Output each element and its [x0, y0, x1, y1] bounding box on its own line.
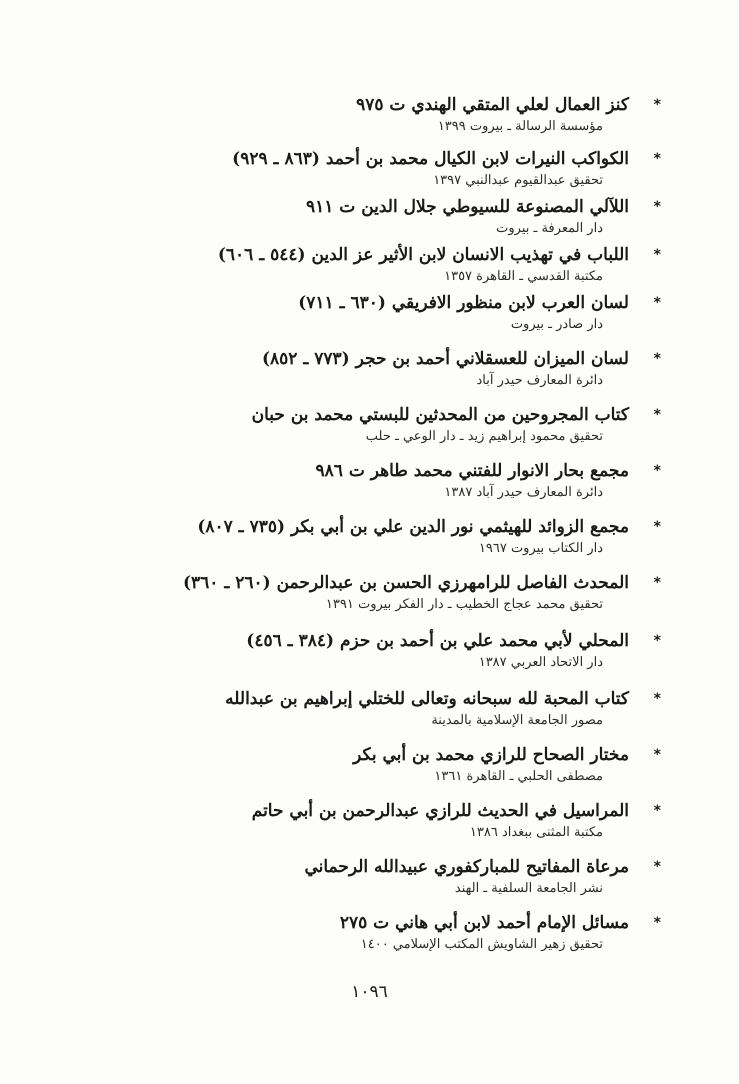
entry-title: المحدث الفاصل للرامهرزي الحسن بن عبدالرحمن (٢٦٠ ـ ٣٦٠) — [182, 573, 629, 593]
bullet-icon: * — [653, 747, 661, 763]
bullet-icon: * — [653, 803, 661, 819]
bibliography-entry — [69, 742, 661, 798]
bibliography-entry — [69, 194, 661, 242]
bullet-icon: * — [653, 575, 661, 591]
entry-publisher: تحقيق عبدالقيوم عبدالنبي ١٣٩٧ — [433, 173, 603, 188]
entry-title: مختار الصحاح للرازي محمد بن أبي بكر — [353, 745, 629, 765]
entry-title: مجمع الزوائد للهيثمي نور الدين علي بن أبي بكر (٧٣٥ ـ ٨٠٧) — [197, 517, 629, 537]
bibliography-entry — [69, 346, 661, 402]
bullet-icon: * — [653, 247, 661, 263]
entry-publisher: مؤسسة الرسالة ـ بيروت ١٣٩٩ — [437, 119, 603, 134]
entry-publisher: تحقيق زهير الشاويش المكتب الإسلامي ١٤٠٠ — [360, 937, 603, 952]
entry-title: كتاب المحبة لله سبحانه وتعالى للختلي إبراهيم بن عبدالله — [225, 689, 629, 709]
bibliography-entry — [69, 290, 661, 346]
bibliography-entry — [69, 514, 661, 570]
bullet-icon: * — [653, 691, 661, 707]
bullet-icon: * — [653, 915, 661, 931]
entry-publisher: مكتبة المثنى ببغداد ١٣٨٦ — [469, 825, 603, 840]
entry-title: المراسيل في الحديث للرازي عبدالرحمن بن أبي حاتم — [251, 801, 629, 821]
entry-publisher: تحقيق محمد عجاج الخطيب ـ دار الفكر بيروت ١٣٩١ — [325, 597, 603, 612]
bibliography-entry — [69, 854, 661, 910]
entry-title: كنز العمال لعلي المتقي الهندي ت ٩٧٥ — [356, 95, 629, 115]
bibliography-entry — [69, 686, 661, 742]
entry-publisher: مكتبة القدسي ـ القاهرة ١٣٥٧ — [444, 269, 603, 284]
bullet-icon: * — [653, 519, 661, 535]
entry-title: اللباب في تهذيب الانسان لابن الأثير عز الدين (٥٤٤ ـ ٦٠٦) — [217, 245, 629, 265]
bullet-icon: * — [653, 295, 661, 311]
entry-title: لسان الميزان للعسقلاني أحمد بن حجر (٧٧٣ ـ ٨٥٢) — [261, 349, 629, 369]
entry-title: مجمع بحار الانوار للفتني محمد طاهر ت ٩٨٦ — [315, 461, 629, 481]
bibliography-entry — [69, 402, 661, 458]
bibliography-entry — [69, 242, 661, 290]
entry-publisher: دار الاتحاد العربي ١٣٨٧ — [478, 655, 603, 670]
entry-title: المحلي لأبي محمد علي بن أحمد بن حزم (٣٨٤ ـ ٤٥٦) — [246, 631, 629, 651]
bibliography-entry — [69, 146, 661, 194]
bullet-icon: * — [653, 859, 661, 875]
bibliography-entry — [69, 628, 661, 686]
entry-publisher: مصور الجامعة الإسلامية بالمدينة — [431, 713, 603, 728]
entry-publisher: تحقيق محمود إبراهيم زيد ـ دار الوعي ـ حلب — [365, 429, 603, 444]
bullet-icon: * — [653, 351, 661, 367]
bullet-icon: * — [653, 463, 661, 479]
bibliography-entry — [69, 910, 661, 966]
entry-title: لسان العرب لابن منظور الافريقي (٦٣٠ ـ ٧١١) — [298, 293, 629, 313]
entry-title: مسائل الإمام أحمد لابن أبي هاني ت ٢٧٥ — [339, 913, 629, 933]
entry-title: كتاب المجروحين من المحدثين للبستي محمد بن حبان — [251, 405, 629, 425]
entry-publisher: دائرة المعارف حيدر آباد — [476, 373, 603, 388]
bullet-icon: * — [653, 151, 661, 167]
bullet-icon: * — [653, 199, 661, 215]
entry-title: الكواكب النيرات لابن الكيال محمد بن أحمد (٨٦٣ ـ ٩٢٩) — [232, 149, 629, 169]
entry-publisher: دار الكتاب بيروت ١٩٦٧ — [478, 541, 603, 556]
bibliography-entry — [69, 92, 661, 146]
bibliography-entry — [69, 798, 661, 854]
bibliography-entry — [69, 570, 661, 628]
bullet-icon: * — [653, 633, 661, 649]
bibliography-list — [69, 92, 661, 966]
entry-publisher: مصطفى الحلبي ـ القاهرة ١٣٦١ — [434, 769, 603, 784]
entry-publisher: دار صادر ـ بيروت — [510, 317, 603, 332]
entry-publisher: دائرة المعارف حيدر آباد ١٣٨٧ — [444, 485, 603, 500]
bullet-icon: * — [653, 97, 661, 113]
entry-title: اللآلي المصنوعة للسيوطي جلال الدين ت ٩١١ — [305, 197, 629, 217]
entry-publisher: دار المعرفة ـ بيروت — [496, 221, 603, 236]
entry-publisher: نشر الجامعة السلفية ـ الهند — [454, 881, 603, 896]
bibliography-entry — [69, 458, 661, 514]
bullet-icon: * — [653, 407, 661, 423]
page-number: ١٠٩٦ — [351, 982, 388, 1002]
entry-title: مرعاة المفاتيح للمباركفوري عبيدالله الرحماني — [304, 857, 629, 877]
